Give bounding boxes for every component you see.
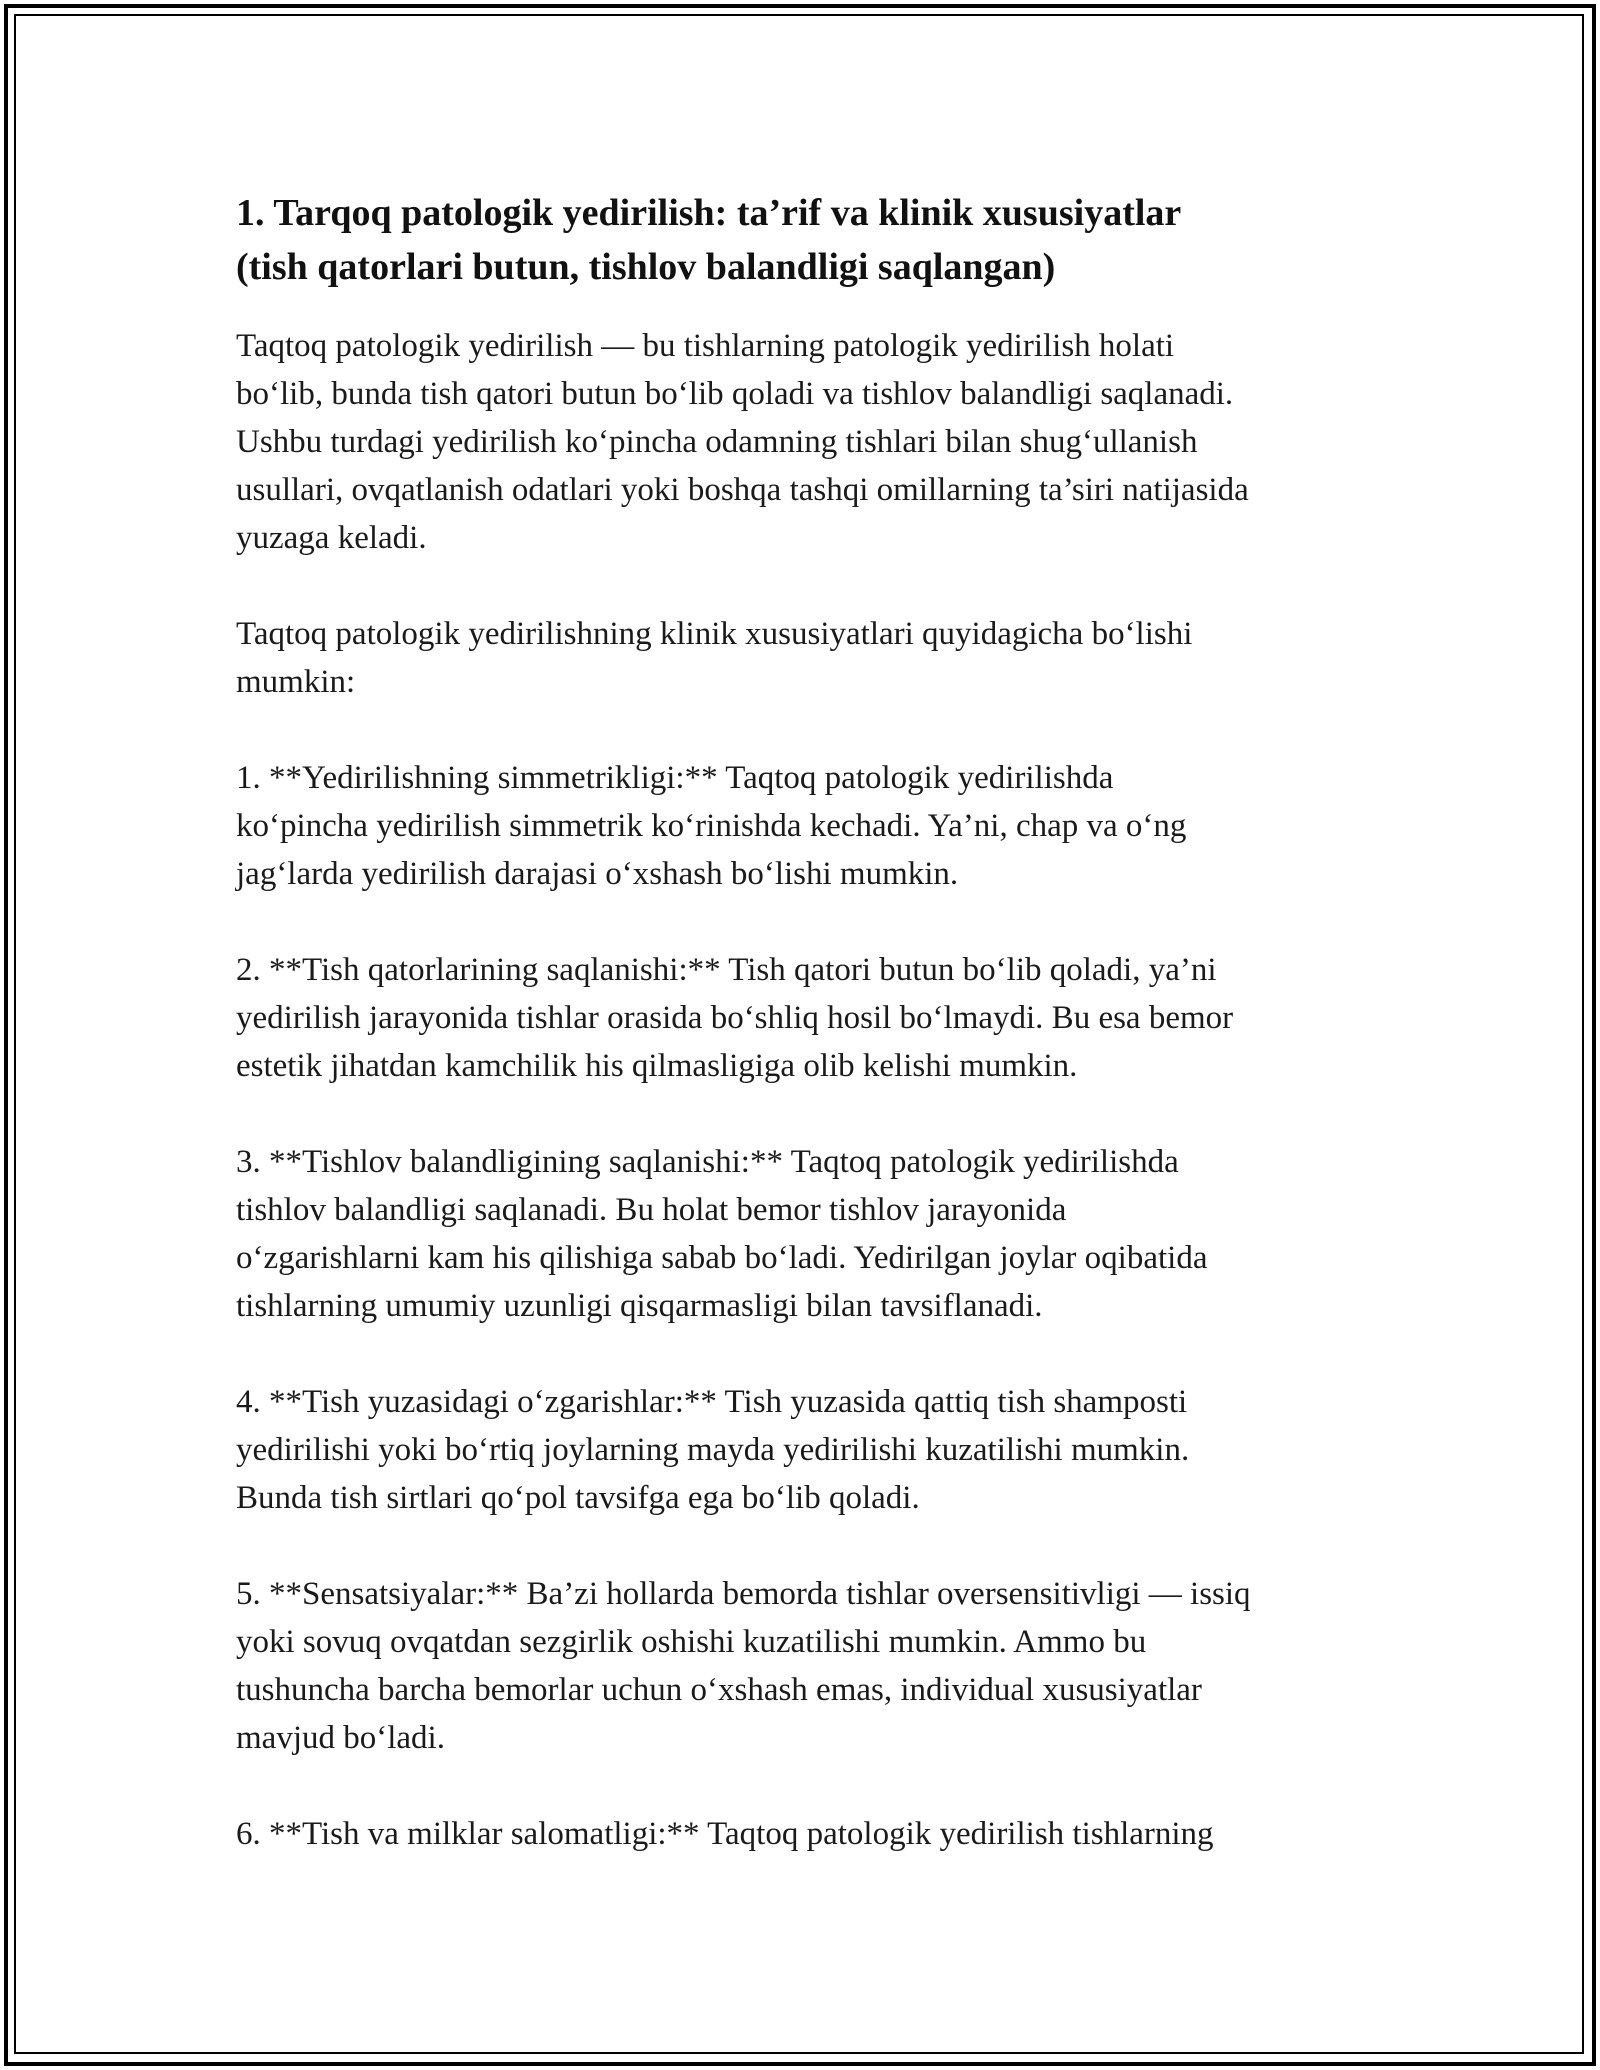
list-item-surface-changes: 4. **Tish yuzasidagi o‘zgarishlar:** Tish yuzasida qattiq tish shamposti yedirilishi yoki bo‘rtiq joylarning mayda yedirilishi kuzatilishi mumkin. Bunda tish sirtlari qo‘pol tavsifga ega bo‘lib qoladi. (236, 1384, 1190, 1516)
paragraph-definition: Taqtoq patologik yedirilish — bu tishlarning patologik yedirilish holati bo‘lib, bunda tish qatori butun bo‘lib qoladi va tishlov balandligi saqlanadi. Ushbu turdagi yedirilish ko‘pincha odamning tishlari bilan shug‘ullanish usullari, ovqatlanish odatlari yoki boshqa tashqi omillarning ta’siri natijasida yuzaga keladi. (236, 328, 1249, 556)
list-item-sensations: 5. **Sensatsiyalar:** Ba’zi hollarda bemorda tishlar oversensitivligi — issiq yoki sovuq ovqatdan sezgirlik oshishi kuzatilishi mumkin. Ammo bu tushuncha barcha bemorlar uchun o‘xshash emas, individual xususiyatlar mavjud bo‘ladi. (236, 1576, 1251, 1756)
list-item-bite-height: 3. **Tishlov balandligining saqlanishi:** Taqtoq patologik yedirilishda tishlov balandligi saqlanadi. Bu holat bemor tishlov jarayonida o‘zgarishlarni kam his qilishiga sabab bo‘ladi. Yedirilgan joylar oqibatida tishlarning umumiy uzunligi qisqarmasligi bilan tavsiflanadi. (236, 1144, 1208, 1324)
document-body (236, 186, 1386, 1858)
paragraph-features-intro: Taqtoq patologik yedirilishning klinik xususiyatlari quyidagicha bo‘lishi mumkin: (236, 616, 1193, 700)
list-item-symmetry: 1. **Yedirilishning simmetrikligi:** Taqtoq patologik yedirilishda ko‘pincha yedirilish simmetrik ko‘rinishda kechadi. Ya’ni, chap va o‘ng jag‘larda yedirilish darajasi o‘xshash bo‘lishi mumkin. (236, 760, 1187, 892)
section-heading: 1. Tarqoq patologik yedirilish: ta’rif va klinik xususiyatlar (tish qatorlari butun, tishlov balandligi saqlangan) (236, 192, 1182, 288)
list-item-dentition-preservation: 2. **Tish qatorlarining saqlanishi:** Tish qatori butun bo‘lib qoladi, ya’ni yedirilish jarayonida tishlar orasida bo‘shliq hosil bo‘lmaydi. Bu esa bemor estetik jihatdan kamchilik his qilmasligiga olib kelishi mumkin. (236, 952, 1234, 1084)
list-item-gum-health: 6. **Tish va milklar salomatligi:** Taqtoq patologik yedirilish tishlarning (236, 1816, 1214, 1852)
